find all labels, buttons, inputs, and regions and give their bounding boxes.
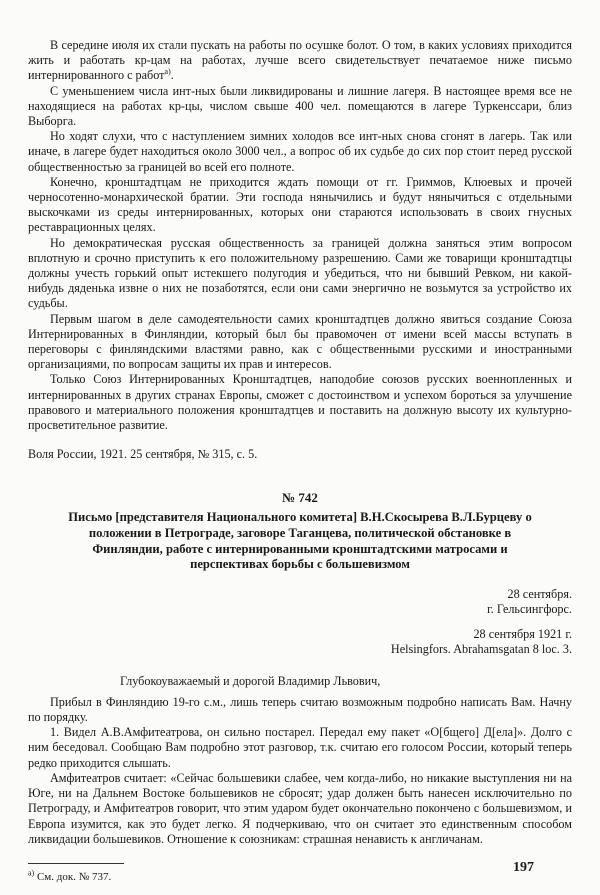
footnote-divider: [28, 863, 124, 864]
footnote-ref: а): [164, 67, 171, 77]
letter-paragraph-3: Амфитеатров считает: «Сейчас большевики слабее, чем когда-либо, но никакие выступления ни на Юге, ни на Дальнем Востоке большевиков не сбросят; удар должен быть нанесен исключительно по Петрограду, и Амфитеатров говорит, что этим ударом будет окончательно покончено с большевизмом, и Европа изумится, как это будет легко. Я подчеркиваю, что он считает это единственным способом ликвидации большевиков. Отношение к союзникам: страшная ненависть к англичанам.: [28, 770, 572, 846]
letter-paragraph-1: Прибыл в Финляндию 19-го с.м., лишь теперь считаю возможным подробно написать Вам. Начну по порядку.: [28, 694, 572, 725]
paragraph-5: Но демократическая русская общественность за границей должна заняться этим вопросом вплотную и срочно приступить к его положительному разрешению. Сами же товарищи кронштадтцы должны учесть горький опыт истекшего полугодия и убедиться, что ни бывший Ревком, ни какой-нибудь дяденька извне о них не позаботятся, если они сами энергично не возьмутся за устройство их судьбы.: [28, 235, 572, 311]
page-body: [28, 38, 572, 884]
date-short: 28 сентября.: [507, 586, 572, 601]
paragraph-2: С уменьшением числа инт-ных были ликвидированы и лишние лагеря. В настоящее время все не находящиеся на работах кр-цы, числом свыше 400 чел. помещаются в лагере Туркенссари, близ Выборга.: [28, 83, 572, 129]
salutation: Глубокоуважаемый и дорогой Владимир Львович,: [120, 673, 381, 688]
footnote-mark: а): [28, 868, 35, 878]
place: г. Гельсингфорс.: [487, 602, 572, 617]
paragraph-1: В середине июля их стали пускать на работы по осушке болот. О том, в каких условиях приходится жить и работать кр-цам на работах, лучше всего свидетельствует печатаемое ниже письмо интернированного с работ$^{а)}$.: [28, 38, 572, 83]
document-number: № 742: [282, 490, 318, 506]
source-citation: Воля России, 1921. 25 сентября, № 315, с. 5.: [28, 447, 258, 462]
paragraph-7: Только Союз Интернированных Кронштадтцев, наподобие союзов русских военнопленных и интернированных в других странах Европы, сможет с достоинством и успехом бороться за улучшение правового и материального положения кронштадтцев и поставить на должную высоту их культурно-просветительное развитие.: [28, 372, 572, 433]
page-number: 197: [513, 860, 534, 875]
footnote: [28, 870, 572, 884]
letter-paragraph-2: 1. Видел А.В.Амфитеатрова, он сильно постарел. Передал ему пакет «О[бщего] Д[ела]». Долго с ним беседовал. Сообщаю Вам подробно этот разговор, т.к. считаю его голосом России, который теперь редко приходится слышать.: [28, 725, 572, 770]
address: Helsingfors. Abrahamsgatan 8 loc. 3.: [390, 642, 572, 657]
date-full: 28 сентября 1921 г.: [473, 627, 572, 642]
paragraph-4: Конечно, кронштадтцам не приходится ждать помощи от гг. Гриммов, Клюевых и прочей черносотенно-монархической братии. Эти господа нянычились и будут нянычиться с отдельными выскочками из среды интернированных, которых они стараются использовать в своих гнусных реставрационных целях.: [28, 174, 572, 235]
paragraph-3: Но ходят слухи, что с наступлением зимних холодов все инт-ных снова сгонят в лагерь. Так или иначе, в лагере будет находиться около 3000 чел., а вопрос об их судьбе до сих пор стоит перед русской общественностью за границей во всей его полноте.: [28, 129, 572, 174]
document-title: Письмо [представителя Национального комитета] В.Н.Скосырева В.Л.Бурцеву о положении в Петрограде, заговоре Таганцева, политической обстановке в Финляндии, работе с интернированными кронштадтскими матросами и перспективах борьбы с большевизмом: [68, 510, 532, 572]
paragraph-6: Первым шагом в деле самодеятельности самих кронштадтцев должно явиться создание Союза Интернированных в Финляндии, который был бы правомочен от имени всей массы вступать в переговоры с финляндскими властями равно, как с общественными русскими и иностранными организациями, по вопросам защиты их прав и интересов.: [28, 311, 572, 372]
footnote-text: См. док. № 737.: [36, 870, 112, 883]
